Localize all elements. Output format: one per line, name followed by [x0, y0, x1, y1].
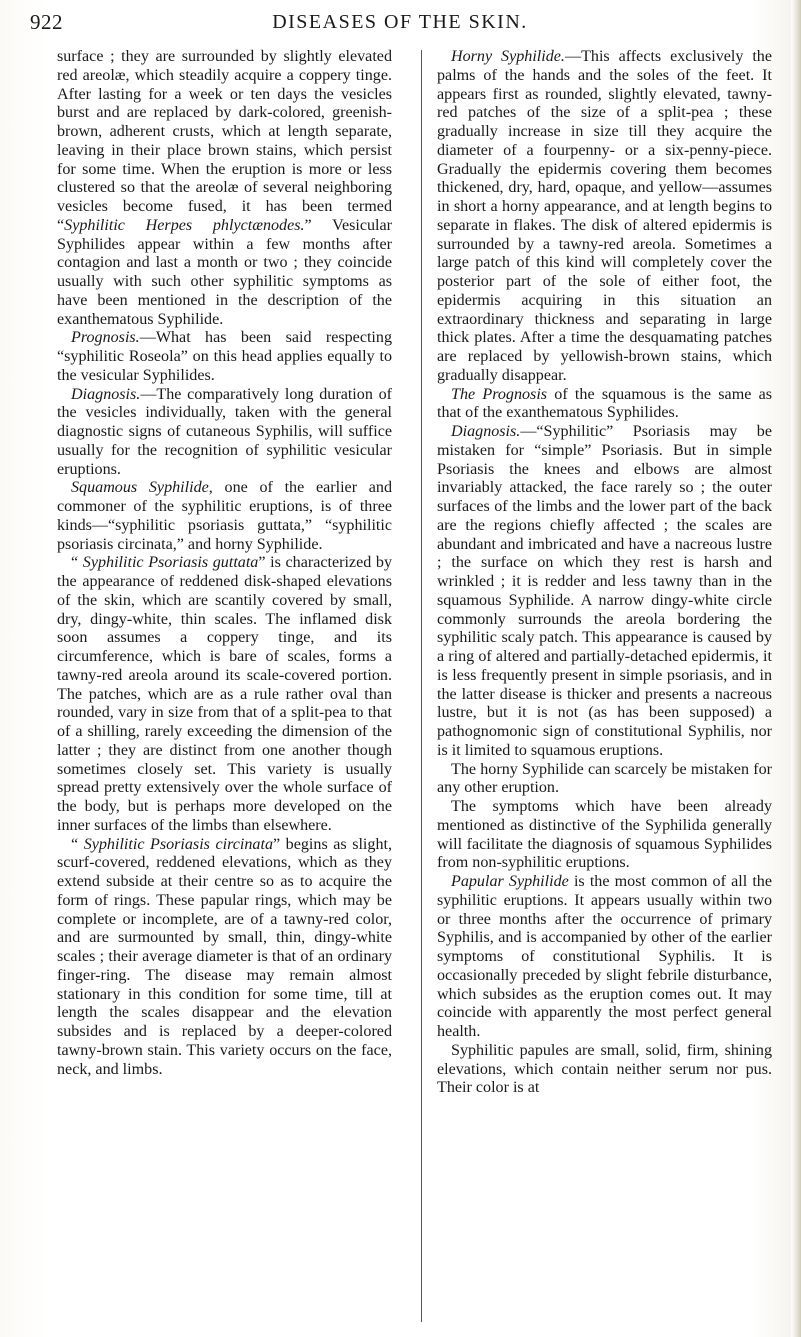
italic-heading: Squamous Syphilide — [71, 479, 209, 497]
left-column — [57, 48, 392, 1079]
italic-heading: The Prognosis — [451, 385, 548, 403]
italic-term: Syphilitic Herpes phlyctænodes. — [64, 216, 305, 234]
column-divider — [421, 50, 422, 1322]
text-run: The symptoms which have been already mentioned as distinctive of the Syphilida generally will facilitate the diagnosis of squamous Syphilides from non-syphilitic eruptions. — [437, 798, 772, 872]
text-run: —The comparatively long duration of the vesicles individually, taken with the general diagnostic signs of cutaneous Syphilis, will suffice usually for the recognition of syphilitic vesicular eruptions. — [57, 385, 392, 478]
paragraph — [437, 48, 772, 386]
text-run: ” Vesicular Syphilides appear within a few months after contagion and last a month or two ; they coincide usually with such other syphilitic symptoms as have been mentioned in the description of the exanthematous Syphilide. — [57, 216, 392, 328]
text-run: —What has been said respecting “syphilitic Roseola” on this head applies equally to the vesicular Syphilides. — [57, 329, 392, 384]
text-run: , one of the earlier and commoner of the syphilitic eruptions, is of three kinds—“syphilitic psoriasis guttata,” “syphilitic psoriasis circinata,” and horny Syphilide. — [57, 479, 393, 553]
text-run: The horny Syphilide can scarcely be mistaken for any other eruption. — [437, 760, 772, 797]
paragraph — [57, 48, 392, 329]
paragraph — [57, 386, 392, 480]
paragraph — [437, 761, 772, 799]
text-run: of the squamous is the same as that of the exanthematous Syphilides. — [437, 385, 772, 422]
italic-heading: Diagnosis. — [71, 385, 141, 403]
italic-heading: Prognosis. — [71, 329, 140, 347]
paragraph: “ Syphilitic Psoriasis circinata” begins as slight, scurf-covered, reddened elevations, which as they extend subside at their centre so as to acquire the form of rings. These papular rings, which may be complete or incomplete, are of a tawny-red color, and are surmounted by small, thin, dingy-white scales ; their average diameter is that of an ordinary finger-ring. The disease may remain almost stationary in this condition for some time, till at length the scales disappear and the elevation subsides and is replaced by a deeper-colored tawny-brown stain. This variety occurs on the face, neck, and limbs. — [57, 835, 392, 1078]
running-head: DISEASES OF THE SKIN. — [272, 11, 528, 33]
paragraph — [57, 329, 392, 385]
paragraph — [437, 1042, 772, 1098]
italic-heading: Syphilitic Psoriasis circinata — [83, 835, 273, 853]
page-number: 922 — [30, 10, 63, 34]
paragraph: “ Syphilitic Psoriasis guttata” is characterized by the appearance of reddened disk-shaped elevations of the skin, which are scantily covered by small, dry, dingy-white, thin scales. The inflamed disk soon assumes a coppery tinge, and its circumference, which is bare of scales, forms a tawny-red areola around its scale-covered portion. The patches, which are as a rule rather oval than rounded, vary in size from that of a split-pea to that of a shilling, rarely exceeding the dimension of the latter ; they are distinct from one another though sometimes closely set. This variety is usually spread pretty extensively over the whole surface of the body, but is perhaps more developed on the inner surfaces of the limbs than elsewhere. — [57, 554, 392, 834]
italic-heading: Diagnosis. — [451, 423, 521, 440]
paragraph — [57, 479, 392, 554]
text-run: —This affects exclusively the palms of the hands and the soles of the feet. It appears first as rounded, slightly elevated, tawny-red patches of the size of a split-pea ; these gradually increase in size till they acquire the diameter of a fourpenny- or a six-penny-piece. Gradually the epidermis covering them becomes thickened, dry, hard, opaque, and yellow—assumes in short a horny appearance, and at length begins to separate in flakes. The disk of altered epidermis is surrounded by a tawny-red areola. Sometimes a large patch of this kind will completely cover the posterior part of the sole of either foot, the epidermis acquiring in this situation an extraordinary thickness and separating in large thick plates. After a time the desquamating patches are replaced by yellowish-brown stains, which gradually disappear. — [437, 48, 772, 384]
text-run: ” is characterized by the appearance of reddened disk-shaped elevations of the skin, which are scantily covered by small, dry, dingy-white, thin scales. The inflamed disk soon assumes a coppery tinge, and its circumference, which is bare of scales, forms a tawny-red areola around its scale-covered portion. The patches, which are as a rule rather oval than rounded, vary in size from that of a split-pea to that of a shilling, rarely exceeding the dimension of the latter ; they are distinct from one another though sometimes closely set. This variety is usually spread pretty extensively over the whole surface of the body, but is perhaps more developed on the inner surfaces of the limbs than elsewhere. — [57, 554, 392, 834]
paragraph — [437, 423, 772, 761]
text-run: Syphilitic papules are small, solid, firm, shining elevations, which contain neither serum nor pus. Their color is at — [437, 1041, 772, 1097]
paragraph — [437, 798, 772, 873]
text-run: is the most common of all the syphilitic eruptions. It appears usually within two or three months after the occurrence of primary Syphilis, and is accompanied by other of the earlier symptoms of constitutional Syphilis. It is occasionally preceded by slight febrile disturbance, which subsides as the eruption comes out. It may coincide with apparently the most perfect general health. — [437, 873, 772, 1040]
paragraph — [437, 386, 772, 424]
italic-heading: Horny Syphilide. — [451, 48, 565, 65]
italic-heading: Syphilitic Psoriasis guttata — [82, 554, 259, 572]
page-edge-shadow — [791, 0, 801, 1337]
text-run: ” begins as slight, scurf-covered, reddened elevations, which as they extend subside at their centre so as to acquire the form of rings. These papular rings, which may be complete or incomplete, are of a tawny-red color, and are surmounted by small, thin, dingy-white scales ; their average diameter is that of an ordinary finger-ring. The disease may remain almost stationary in this condition for some time, till at length the scales disappear and the elevation subsides and is replaced by a deeper-colored tawny-brown stain. This variety occurs on the face, neck, and limbs. — [57, 835, 392, 1078]
text-run: surface ; they are surrounded by slightly elevated red areolæ, which steadily acquire a coppery tinge. After lasting for a week or ten days the vesicles burst and are replaced by dark-colored, greenish-brown, adherent crusts, which at length separate, leaving in their place brown stains, which persist for some time. When the eruption is more or less clustered so that the areolæ of several neighboring vesicles become fused, it has been termed “ — [57, 48, 392, 234]
text-run: —“Syphilitic” Psoriasis may be mistaken for “simple” Psoriasis. But in simple Psoriasis the knees and elbows are almost invariably attacked, the face rarely so ; the outer surfaces of the limbs and the lower part of the back are the regions chiefly affected ; the scales are abundant and imbricated and have a nacreous lustre ; the surface on which they rest is harsh and wrinkled ; it is redder and less tawny than in the squamous Syphilide. A narrow dingy-white circle commonly surrounds the areola bordering the syphilitic scaly patch. This appearance is caused by a ring of altered and partially-detached epidermis, it is less frequently present in simple psoriasis, and in the latter disease is thicker and presents a nacreous lustre, but it is not (as has been supposed) a pathognomonic sign of constitutional Syphilis, nor is it limited to squamous eruptions. — [437, 423, 772, 759]
paragraph — [437, 873, 772, 1042]
right-column — [437, 48, 772, 1098]
italic-heading: Papular Syphilide — [451, 873, 569, 890]
page-header — [30, 10, 770, 40]
